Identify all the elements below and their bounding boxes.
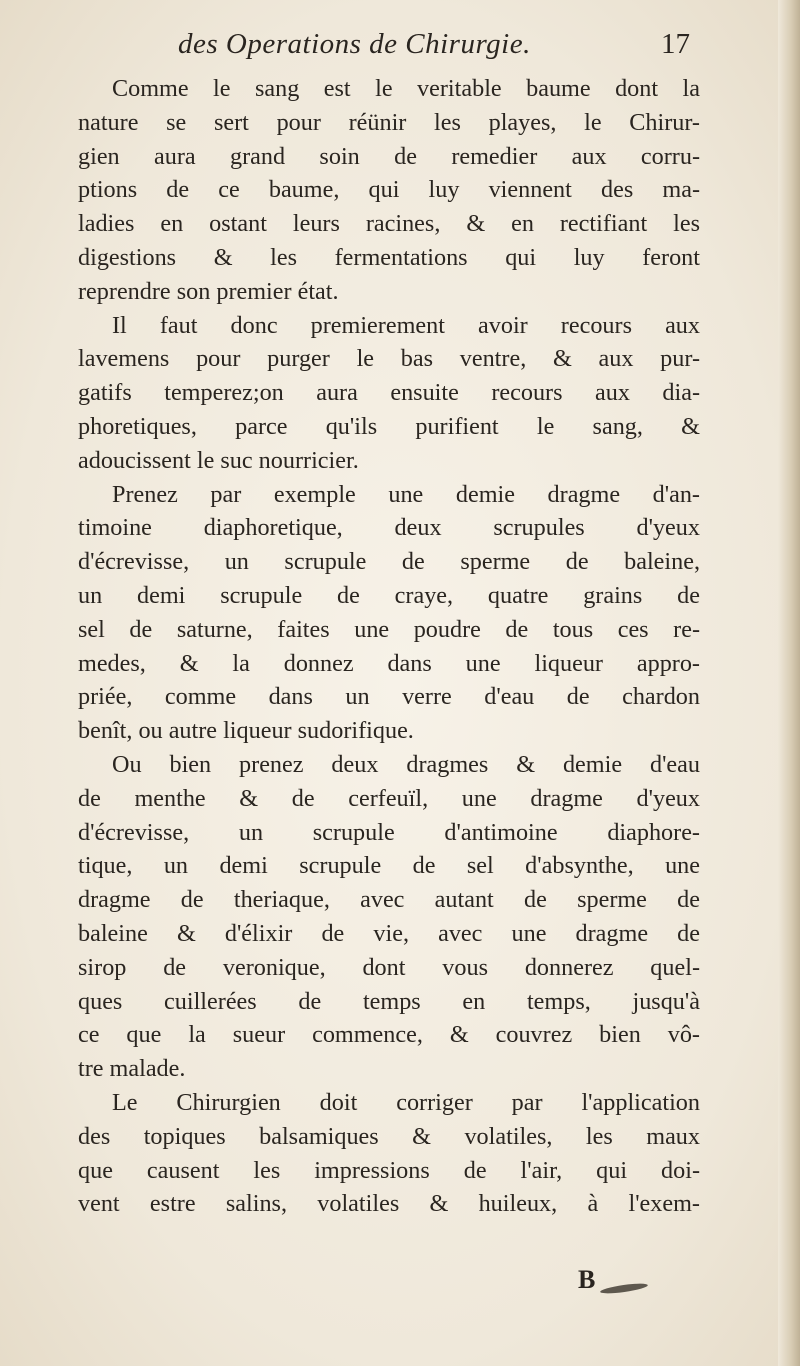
text-line: de menthe & de cerfeuïl, une dragme d'yeux xyxy=(78,784,700,812)
text-line: Le Chirurgien doit corriger par l'application xyxy=(112,1088,700,1116)
text-line: ladies en ostant leurs racines, & en rectifiant les xyxy=(78,210,700,238)
signature-mark: B xyxy=(578,1265,596,1294)
text-line: que causent les impressions de l'air, qui doi- xyxy=(78,1156,700,1184)
text-line: sirop de veronique, dont vous donnerez quel- xyxy=(78,953,700,981)
page-number: 17 xyxy=(661,28,690,60)
text-line: medes, & la donnez dans une liqueur appro- xyxy=(78,649,700,677)
text-line: Prenez par exemple une demie dragme d'an- xyxy=(112,480,700,508)
paragraph-2 xyxy=(78,309,700,478)
text-line: dragme de theriaque, avec autant de sperme de xyxy=(78,886,700,914)
text-line: des topiques balsamiques & volatiles, les maux xyxy=(78,1122,700,1150)
text-line: ce que la sueur commence, & couvrez bien vô- xyxy=(78,1021,700,1049)
text-line: lavemens pour purger le bas ventre, & aux pur- xyxy=(78,345,700,373)
text-line: gien aura grand soin de remedier aux corru- xyxy=(78,142,700,170)
text-line: timoine diaphoretique, deux scrupules d'yeux xyxy=(78,514,700,542)
paragraph-4 xyxy=(78,748,700,1086)
text-line: tre malade. xyxy=(78,1055,186,1083)
text-line: nature se sert pour réünir les playes, le Chirur- xyxy=(78,108,700,136)
text-line: gatifs temperez;on aura ensuite recours aux dia- xyxy=(78,379,700,407)
text-line: adoucissent le suc nourricier. xyxy=(78,446,359,474)
text-line: reprendre son premier état. xyxy=(78,277,339,305)
paragraph-5 xyxy=(78,1086,700,1221)
text-line: digestions & les fermentations qui luy feront xyxy=(78,243,700,271)
text-line: vent estre salins, volatiles & huileux, à l'exem- xyxy=(78,1190,700,1218)
text-line: phoretiques, parce qu'ils purifient le sang, & xyxy=(78,412,700,440)
ink-smudge xyxy=(600,1282,649,1296)
text-line: sel de saturne, faites une poudre de tous ces re- xyxy=(78,615,700,643)
text-line: Ou bien prenez deux dragmes & demie d'eau xyxy=(112,750,700,778)
text-line: d'écrevisse, un scrupule de sperme de baleine, xyxy=(78,548,700,576)
text-line: ques cuillerées de temps en temps, jusqu'à xyxy=(78,987,700,1015)
text-line: Comme le sang est le veritable baume dont la xyxy=(112,75,700,102)
text-line: baleine & d'élixir de vie, avec une dragme de xyxy=(78,919,700,947)
paragraph-3 xyxy=(78,478,700,748)
text-line: Il faut donc premierement avoir recours aux xyxy=(112,311,700,339)
text-line: ptions de ce baume, qui luy viennent des ma- xyxy=(78,176,700,204)
page-edge-shadow xyxy=(778,0,800,1366)
text-line: benît, ou autre liqueur sudorifique. xyxy=(78,717,414,745)
text-line: priée, comme dans un verre d'eau de chardon xyxy=(78,683,700,711)
page-header xyxy=(178,28,690,68)
body-text xyxy=(78,72,700,1221)
running-title: des Operations de Chirurgie. xyxy=(178,28,531,60)
paragraph-1 xyxy=(78,72,700,309)
text-line: tique, un demi scrupule de sel d'absynthe, une xyxy=(78,852,700,880)
text-line: un demi scrupule de craye, quatre grains de xyxy=(78,581,700,609)
text-line: d'écrevisse, un scrupule d'antimoine diaphore- xyxy=(78,818,700,846)
